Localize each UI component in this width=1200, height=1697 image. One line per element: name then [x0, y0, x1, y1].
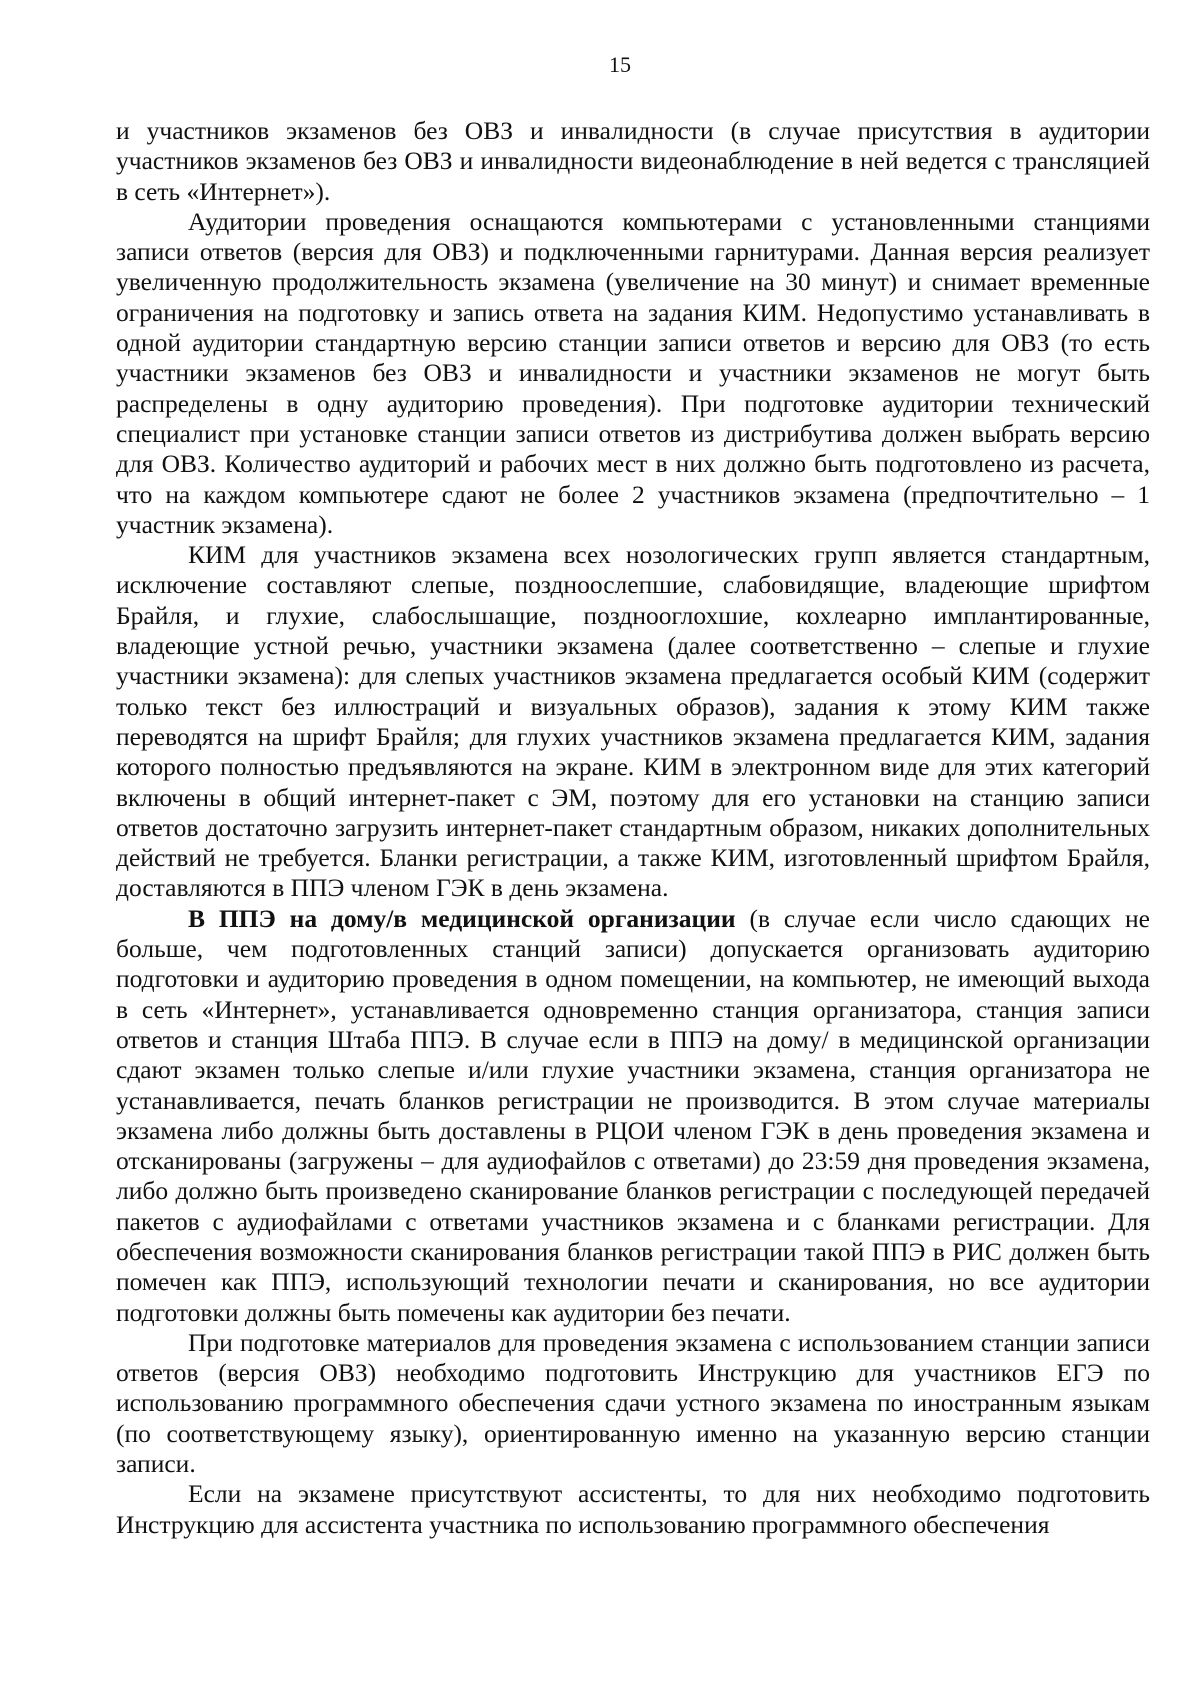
paragraph-materials: При подготовке материалов для проведения экзамена с использованием станции записи ответов (версия ОВЗ) необходимо подготовить Инструкцию для участников ЕГЭ по использованию программного обеспечения сдачи устного экзамена по иностранным языкам (по соответствующему языку), ориентированную именно на указанную версию станции записи. — [116, 1327, 1150, 1479]
paragraph-kim-groups: КИМ для участников экзамена всех нозологических групп является стандартным, исключение составляют слепые, поздноослепшие, слабовидящие, владеющие шрифтом Брайля, и глухие, слабослышащие, позднооглохшие, кохлеарно имплантированные, владеющие устной речью, участники экзамена (далее соответственно – слепые и глухие участники экзамена): для слепых участников экзамена предлагается особый КИМ (содержит только текст без иллюстраций и визуальных образов), задания к этому КИМ также переводятся на шрифт Брайля; для глухих участников экзамена предлагается КИМ, задания которого полностью предъявляются на экране. КИМ в электронном виде для этих категорий включены в общий интернет-пакет с ЭМ, поэтому для его установки на станцию записи ответов достаточно загрузить интернет-пакет стандартным образом, никаких дополнительных действий не требуется. Бланки регистрации, а также КИМ, изготовленный шрифтом Брайля, доставляются в ППЭ членом ГЭК в день экзамена. — [116, 540, 1150, 903]
bold-lead-text: В ППЭ на дому/в медицинской организации — [188, 903, 736, 933]
document-body — [116, 116, 1150, 1540]
page-number: 15 — [609, 52, 631, 77]
paragraph-continuation: и участников экзаменов без ОВЗ и инвалидности (в случае присутствия в аудитории участников экзаменов без ОВЗ и инвалидности видеонаблюдение в ней ведется с трансляцией в сеть «Интернет»). — [116, 116, 1150, 206]
paragraph-exam-rooms: Аудитории проведения оснащаются компьютерами с установленными станциями записи ответов (версия для ОВЗ) и подключенными гарнитурами. Данная версия реализует увеличенную продолжительность экзамена (увеличение на 30 минут) и снимает временные ограничения на подготовку и запись ответа на задания КИМ. Недопустимо устанавливать в одной аудитории стандартную версию станции записи ответов и версию для ОВЗ (то есть участники экзаменов без ОВЗ и инвалидности и участники экзаменов не могут быть распределены в одну аудиторию проведения). При подготовке аудитории технический специалист при установке станции записи ответов из дистрибутива должен выбрать версию для ОВЗ. Количество аудиторий и рабочих мест в них должно быть подготовлено из расчета, что на каждом компьютере сдают не более 2 участников экзамена (предпочтительно – 1 участник экзамена). — [116, 206, 1150, 539]
paragraph-home-medical — [116, 904, 1150, 1328]
paragraph-home-medical-text: (в случае если число сдающих не больше, чем подготовленных станций записи) допускается организовать аудиторию подготовки и аудиторию проведения в одном помещении, на компьютер, не имеющий выхода в сеть «Интернет», устанавливается одновременно станция организатора, станция записи ответов и станция Штаба ППЭ. В случае если в ППЭ на дому/ в медицинской организации сдают экзамен только слепые и/или глухие участники экзамена, станция организатора не устанавливается, печать бланков регистрации не производится. В этом случае материалы экзамена либо должны быть доставлены в РЦОИ членом ГЭК в день проведения экзамена и отсканированы (загружены – для аудиофайлов с ответами) до 23:59 дня проведения экзамена, либо должно быть произведено сканирование бланков регистрации с последующей передачей пакетов с аудиофайлами с ответами участников экзамена и с бланками регистрации. Для обеспечения возможности сканирования бланков регистрации такой ППЭ в РИС должен быть помечен как ППЭ, использующий технологии печати и сканирования, но все аудитории подготовки должны быть помечены как аудитории без печати. — [116, 903, 1150, 1327]
paragraph-assistants: Если на экзамене присутствуют ассистенты, то для них необходимо подготовить Инструкцию для ассистента участника по использованию программного обеспечения — [116, 1479, 1150, 1539]
